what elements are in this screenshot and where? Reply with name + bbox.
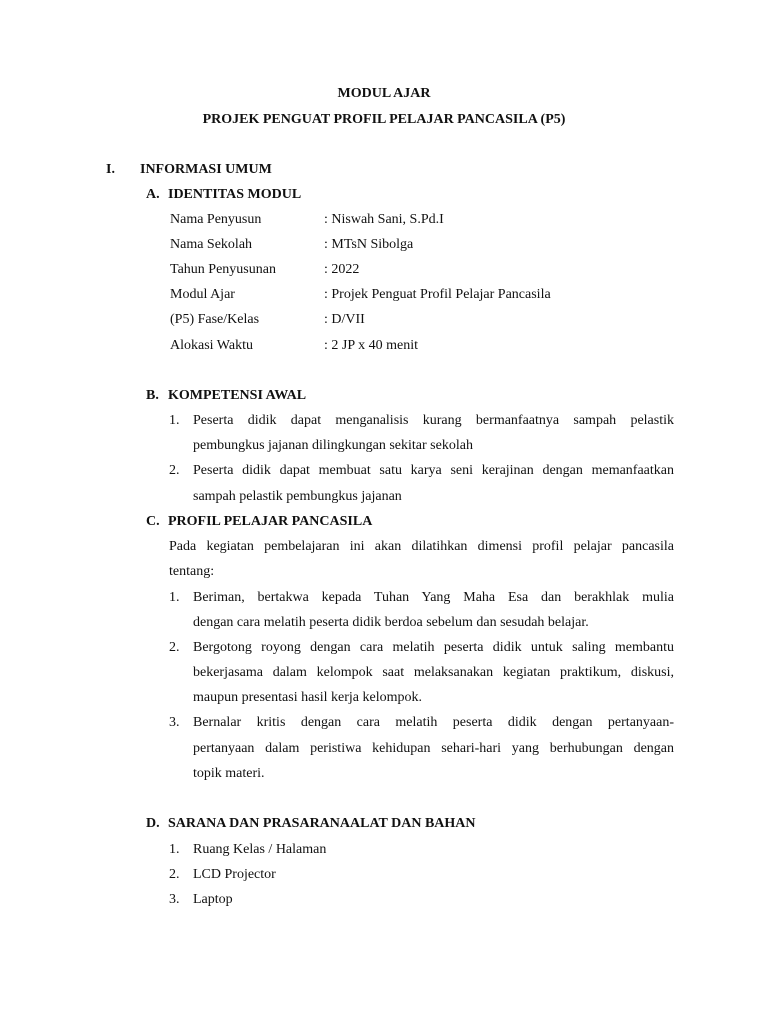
identity-value: : 2022 bbox=[324, 262, 360, 277]
identity-label: Modul Ajar bbox=[170, 287, 235, 302]
list-item-text: Bernalar kritis dengan cara melatih peserta didik dengan pertanyaan- bbox=[193, 715, 674, 730]
identity-label: (P5) Fase/Kelas bbox=[170, 312, 260, 327]
list-item-text: pembungkus jajanan dilingkungan sekitar sekolah bbox=[193, 438, 473, 453]
list-item-text: LCD Projector bbox=[193, 867, 276, 882]
list-item-text: maupun presentasi hasil kerja kelompok. bbox=[193, 690, 422, 705]
list-item-text: Ruang Kelas / Halaman bbox=[193, 842, 327, 857]
list-number: 3. bbox=[169, 892, 180, 907]
list-item-text: Peserta didik dapat membuat satu karya seni kerajinan dengan memanfaatkan bbox=[193, 463, 674, 478]
list-item-text: sampah pelastik pembungkus jajanan bbox=[193, 489, 402, 504]
list-number: 1. bbox=[169, 590, 180, 605]
list-number: 3. bbox=[169, 715, 180, 730]
subsection-heading: PROFIL PELAJAR PANCASILA bbox=[168, 514, 373, 529]
identity-value: : D/VII bbox=[324, 312, 365, 327]
identity-value: : Projek Penguat Profil Pelajar Pancasila bbox=[324, 287, 551, 302]
identity-label: Nama Penyusun bbox=[170, 212, 262, 227]
list-number: 2. bbox=[169, 463, 180, 478]
list-number: 2. bbox=[169, 640, 180, 655]
paragraph-text: tentang: bbox=[169, 564, 215, 579]
identity-value: : MTsN Sibolga bbox=[324, 237, 414, 252]
list-item-text: Peserta didik dapat menganalisis kurang bermanfaatnya sampah pelastik bbox=[193, 413, 674, 428]
subsection-letter: D. bbox=[146, 816, 160, 831]
list-number: 1. bbox=[169, 413, 180, 428]
list-number: 2. bbox=[169, 867, 180, 882]
section-heading: INFORMASI UMUM bbox=[140, 162, 272, 177]
doc-title: MODUL AJAR bbox=[337, 86, 431, 101]
list-item-text: pertanyaan dalam peristiwa kehidupan sehari-hari yang berhubungan dengan bbox=[193, 741, 674, 756]
subsection-letter: A. bbox=[146, 187, 160, 202]
identity-value: : 2 JP x 40 menit bbox=[324, 338, 418, 353]
identity-label: Nama Sekolah bbox=[170, 237, 253, 252]
list-item-text: Bergotong royong dengan cara melatih peserta didik untuk saling membantu bbox=[193, 640, 674, 655]
list-item-text: Laptop bbox=[193, 892, 233, 907]
list-item-text: dengan cara melatih peserta didik berdoa sebelum dan sesudah belajar. bbox=[193, 615, 589, 630]
paragraph-text: Pada kegiatan pembelajaran ini akan dilatihkan dimensi profil pelajar pancasila bbox=[169, 539, 674, 554]
identity-label: Alokasi Waktu bbox=[170, 338, 253, 353]
subsection-letter: C. bbox=[146, 514, 160, 529]
list-item-text: bekerjasama dalam kelompok saat melaksanakan kegiatan praktikum, diskusi, bbox=[193, 665, 674, 680]
subsection-letter: B. bbox=[146, 388, 159, 403]
list-number: 1. bbox=[169, 842, 180, 857]
subsection-heading: IDENTITAS MODUL bbox=[168, 187, 302, 202]
identity-label: Tahun Penyusunan bbox=[170, 262, 276, 277]
doc-subtitle: PROJEK PENGUAT PROFIL PELAJAR PANCASILA (P5) bbox=[202, 112, 566, 127]
identity-value: : Niswah Sani, S.Pd.I bbox=[324, 212, 444, 227]
list-item-text: Beriman, bertakwa kepada Tuhan Yang Maha Esa dan berakhlak mulia bbox=[193, 590, 674, 605]
list-item-text: topik materi. bbox=[193, 766, 265, 781]
section-number: I. bbox=[106, 162, 115, 177]
subsection-heading: SARANA DAN PRASARANAALAT DAN BAHAN bbox=[168, 816, 476, 831]
subsection-heading: KOMPETENSI AWAL bbox=[168, 388, 307, 403]
